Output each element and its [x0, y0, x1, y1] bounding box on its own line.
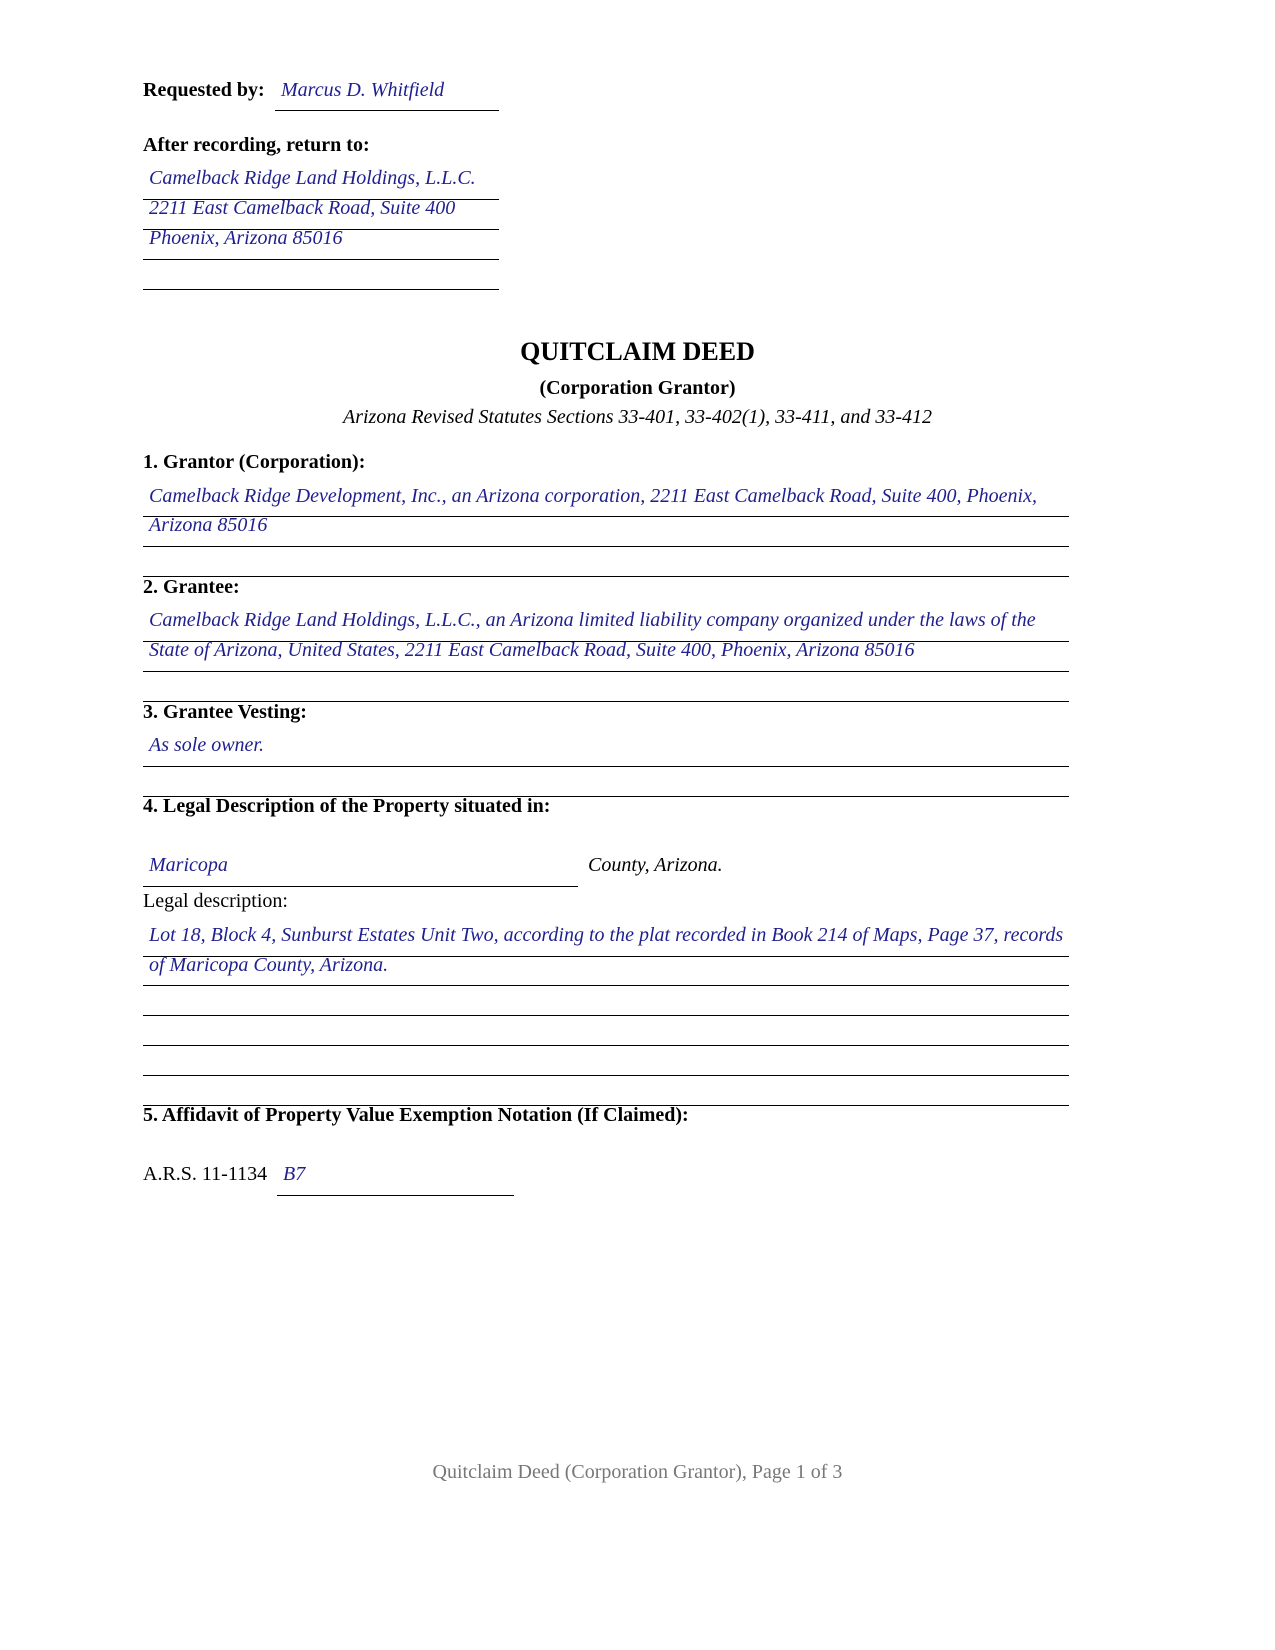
county-underline	[143, 886, 578, 887]
legal-description-label: Legal description:	[143, 890, 288, 912]
legal-line-1[interactable]: Lot 18, Block 4, Sunburst Estates Unit Two, according to the plat recorded in Book 214 of Maps, Page 37, records	[149, 924, 1064, 946]
return-to-line-3[interactable]: Phoenix, Arizona 85016	[149, 227, 343, 249]
affidavit-label: 5. Affidavit of Property Value Exemption Notation (If Claimed):	[143, 1104, 689, 1126]
grantor-underline-2	[143, 546, 1069, 547]
grantor-underline-1	[143, 516, 1069, 517]
vesting-label: 3. Grantee Vesting:	[143, 701, 307, 723]
county-field[interactable]: Maricopa	[149, 854, 228, 876]
statute-reference: Arizona Revised Statutes Sections 33-401, 33-402(1), 33-411, and 33-412	[343, 406, 932, 428]
requested-by-underline	[275, 110, 499, 111]
county-suffix: County, Arizona.	[588, 854, 723, 876]
return-to-line-2[interactable]: 2211 East Camelback Road, Suite 400	[149, 197, 456, 219]
grantor-line-1[interactable]: Camelback Ridge Development, Inc., an Arizona corporation, 2211 East Camelback Road, Suite 400, Phoenix,	[149, 485, 1037, 507]
legal-underline-2	[143, 985, 1069, 986]
vesting-underline-1	[143, 766, 1069, 767]
legal-underline-4	[143, 1045, 1069, 1046]
requested-by-field[interactable]: Marcus D. Whitfield	[281, 79, 445, 101]
ars-code-underline	[277, 1195, 514, 1196]
requested-by-label: Requested by:	[143, 79, 265, 101]
return-to-underline-3	[143, 259, 499, 260]
page-footer: Quitclaim Deed (Corporation Grantor), Page 1 of 3	[432, 1461, 843, 1483]
grantor-line-2[interactable]: Arizona 85016	[149, 514, 268, 536]
legal-label: 4. Legal Description of the Property situated in:	[143, 795, 551, 817]
legal-underline-3	[143, 1015, 1069, 1016]
ars-code-field[interactable]: B7	[283, 1163, 306, 1185]
grantee-line-1[interactable]: Camelback Ridge Land Holdings, L.L.C., an Arizona limited liability company organized under the laws of the	[149, 609, 1036, 631]
grantee-underline-2	[143, 671, 1069, 672]
document-title: QUITCLAIM DEED	[520, 337, 755, 366]
legal-underline-5	[143, 1075, 1069, 1076]
grantor-label: 1. Grantor (Corporation):	[143, 451, 366, 473]
grantee-label: 2. Grantee:	[143, 576, 240, 598]
return-to-label: After recording, return to:	[143, 134, 370, 156]
return-to-line-1[interactable]: Camelback Ridge Land Holdings, L.L.C.	[149, 167, 476, 189]
ars-code-label: A.R.S. 11-1134	[143, 1163, 268, 1185]
grantee-line-2[interactable]: State of Arizona, United States, 2211 East Camelback Road, Suite 400, Phoenix, Arizona 85016	[149, 639, 915, 661]
grantor-underline-3	[143, 576, 1069, 577]
vesting-line-1[interactable]: As sole owner.	[149, 734, 264, 756]
document-subtitle: (Corporation Grantor)	[539, 377, 736, 399]
legal-line-2[interactable]: of Maricopa County, Arizona.	[149, 954, 389, 976]
return-to-underline-4	[143, 289, 499, 290]
